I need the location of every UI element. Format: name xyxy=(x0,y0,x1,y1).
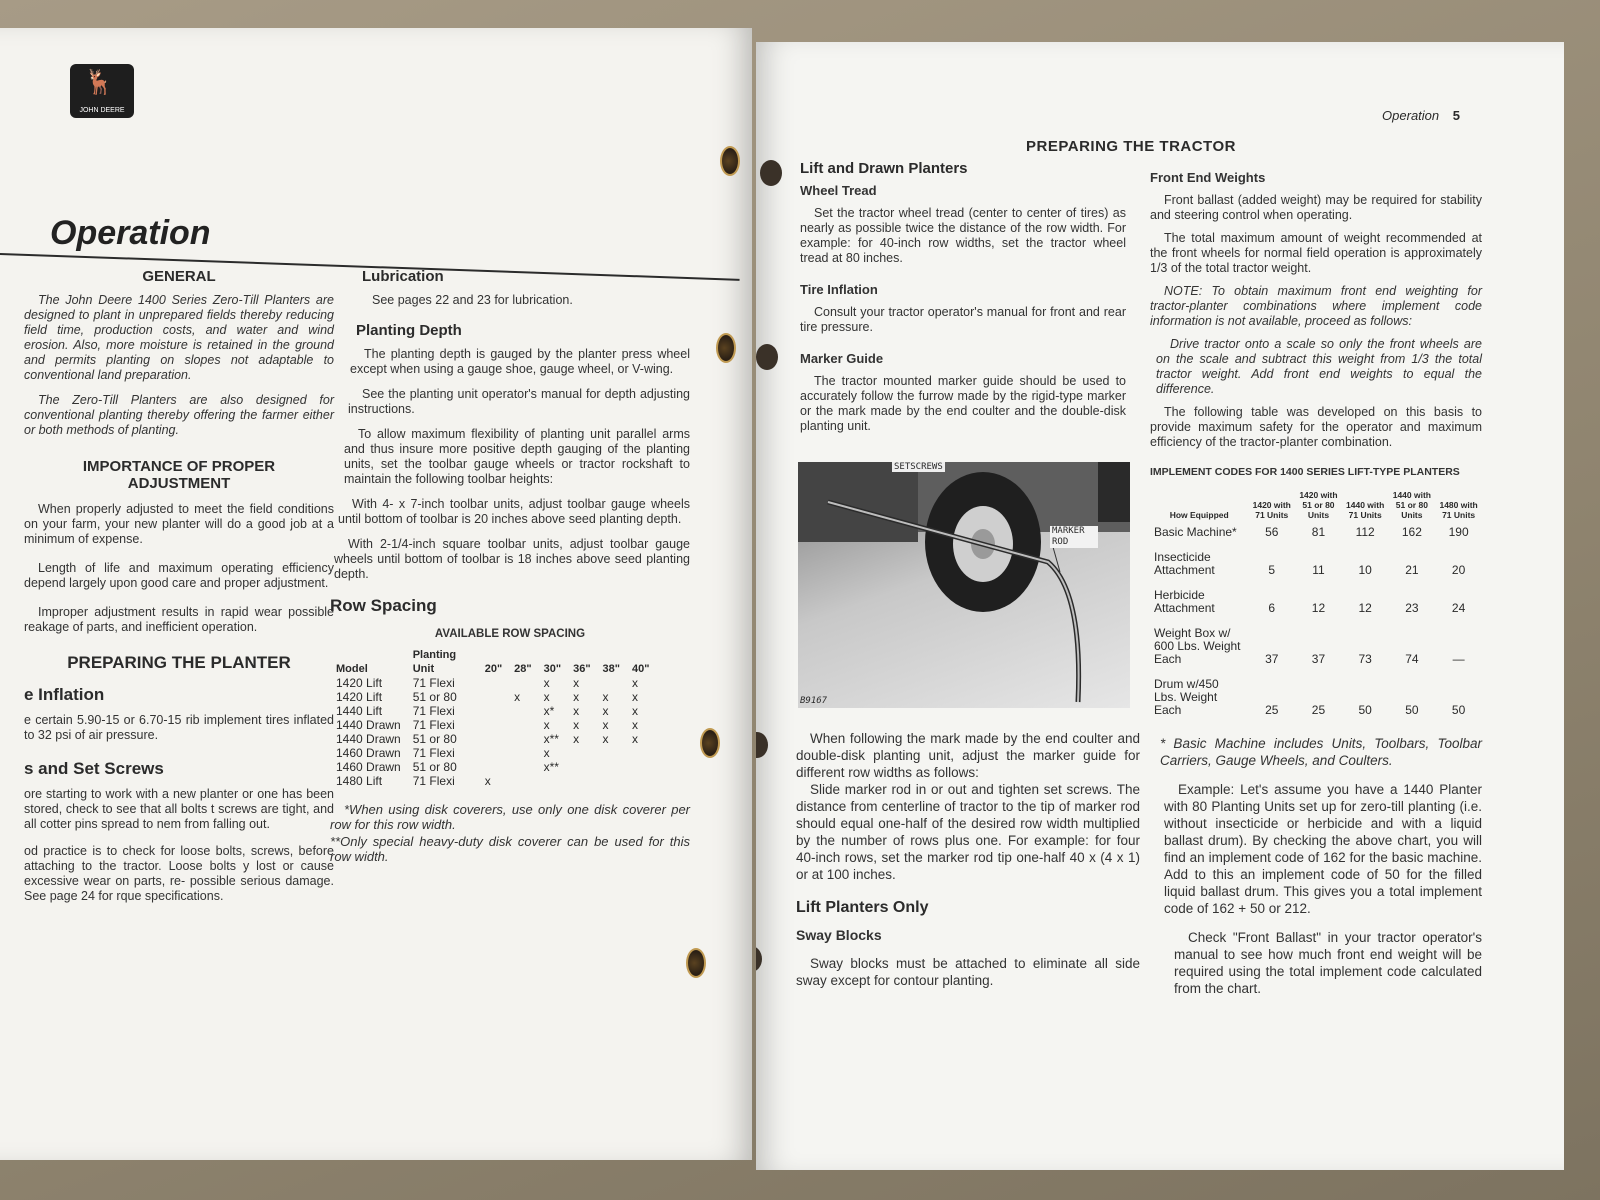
table-cell: — xyxy=(1452,652,1465,666)
front-end-paragraph-2: The total maximum amount of weight recommended at the front wheels for normal field operation is approximately 1/3 of the total tractor weight. xyxy=(1150,231,1482,275)
marker-guide-figure xyxy=(798,462,1130,708)
column-header: 40" xyxy=(631,663,650,675)
table-cell: 1460 Drawn xyxy=(336,746,401,760)
figure-code: B9167 xyxy=(800,696,828,706)
table-cell: x** xyxy=(543,760,559,774)
table-cell: 50 xyxy=(1405,703,1419,717)
tractor-wheel-illustration xyxy=(798,462,1130,708)
wheel-tread-text: Set the tractor wheel tread (center to center of tires) as nearly as possible twice the distance of the row width. For example: for 40-inch row widths, set the tractor wheel tread at 80 inches. xyxy=(800,206,1126,265)
binder-hole xyxy=(756,344,778,370)
table-cell: x xyxy=(602,704,609,718)
tire-inflation-text-right: Consult your tractor operator's manual for front and rear tire pressure. xyxy=(800,305,1126,334)
marker-following-paragraph-2: Slide marker rod in or out and tighten set screws. The distance from centerline of tractor to the tip of marker rod should equal one-half of the desired row width multiplied by the number of rows plus one. For example: for four 40-inch rows, set the marker rod tip one-half 40 x (4 x 1) or at 100 inches. xyxy=(796,782,1140,882)
planting-depth-paragraph-5: With 2-1/4-inch square toolbar units, adjust toolbar gauge wheels until bottom of toolbar is 18 inches above seed planting depth. xyxy=(334,537,690,581)
page-number: 5 xyxy=(1452,108,1460,123)
column-header: 20" xyxy=(484,663,503,675)
planting-depth-paragraph-3: To allow maximum flexibility of planting unit parallel arms and thus insure more positive depth gauging of the planting units, set the toolbar gauge wheels or tractor rockshaft to maintain the following toolbar heights: xyxy=(344,427,690,486)
table-cell: x xyxy=(573,676,580,690)
table-cell: 10 xyxy=(1358,563,1372,577)
table-cell: 74 xyxy=(1405,652,1419,666)
importance-paragraph-2: Length of life and maximum operating efficiency depend largely upon good care and proper adjustment. xyxy=(24,561,334,590)
table-cell: x xyxy=(631,732,638,746)
table-cell xyxy=(597,676,626,690)
table-cell xyxy=(479,760,508,774)
table-row xyxy=(1150,672,1482,723)
table-cell xyxy=(508,676,537,690)
importance-heading: IMPORTANCE OF PROPER ADJUSTMENT xyxy=(82,458,276,492)
table-cell: Herbicide Attachment xyxy=(1154,588,1215,615)
row-spacing-table xyxy=(330,648,655,788)
table-cell: x xyxy=(631,690,638,704)
table-cell: x xyxy=(573,732,580,746)
table-cell xyxy=(479,676,508,690)
column-header: 1440 with 71 Units xyxy=(1346,500,1385,520)
table-cell xyxy=(567,746,596,760)
table-cell: x xyxy=(543,676,550,690)
binder-hole xyxy=(716,333,736,363)
table-cell: 51 or 80 xyxy=(412,732,457,746)
implement-codes-example: Example: Let's assume you have a 1440 Planter with 80 Planting Units set up for zero-till planting (i.e. without insecticide or herbicide and with a liquid ballast drum). By checking the above chart, you will find an implement code of 162 for the basic machine. Add to this an implement code of 50 for the filled liquid ballast drum. This gives you a total implement code of 162 + 50 or 212. xyxy=(1164,782,1482,916)
tire-inflation-heading: e Inflation xyxy=(24,685,105,704)
figure-label-setscrews: SETSCREWS xyxy=(894,462,943,472)
table-cell xyxy=(479,718,508,732)
general-paragraph-2: The Zero-Till Planters are also designed for conventional planting thereby offering the farmer either or both methods of planting. xyxy=(24,393,334,437)
planting-depth-paragraph-4: With 4- x 7-inch toolbar units, adjust toolbar gauge wheels until bottom of toolbar is 20 inches above seed planting depth. xyxy=(338,497,690,526)
row-spacing-table-body xyxy=(330,676,655,788)
table-cell: x* xyxy=(543,704,555,718)
right-column-2 xyxy=(1150,170,1482,997)
table-cell: 37 xyxy=(1265,652,1279,666)
john-deere-logo xyxy=(70,64,134,118)
column-header: 1420 with 71 Units xyxy=(1252,500,1291,520)
table-row xyxy=(330,690,655,704)
table-cell xyxy=(626,746,655,760)
table-row xyxy=(1150,520,1482,545)
running-header xyxy=(1382,108,1460,123)
table-cell: 73 xyxy=(1358,652,1372,666)
implement-codes-table xyxy=(1150,490,1482,723)
front-end-paragraph-5: The following table was developed on this basis to provide maximum safety for the operator and maximum efficiency of the tractor-planter combination. xyxy=(1150,405,1482,449)
table-cell: 112 xyxy=(1355,525,1375,539)
table-cell: 21 xyxy=(1405,563,1419,577)
planting-depth-heading: Planting Depth xyxy=(356,322,462,339)
table-cell xyxy=(626,774,655,788)
binder-hole xyxy=(760,160,782,186)
column-header: 1480 with 71 Units xyxy=(1439,500,1478,520)
importance-paragraph-3: Improper adjustment results in rapid wear possible reakage of parts, and inefficient operation. xyxy=(24,605,334,634)
table-cell: 25 xyxy=(1311,703,1326,717)
table-cell: 50 xyxy=(1451,703,1466,717)
binder-hole xyxy=(720,146,740,176)
left-page xyxy=(0,28,752,1160)
lift-planters-only-heading: Lift Planters Only xyxy=(796,899,929,916)
front-end-paragraph-4: Drive tractor onto a scale so only the front wheels are on the scale and subtract this weight from 1/3 the total tractor weight. Add front end weights to equal the difference. xyxy=(1156,337,1482,396)
table-cell: x xyxy=(631,704,638,718)
marker-following-section xyxy=(796,730,1140,989)
bolts-paragraph-1: ore starting to work with a new planter or one has been stored, check to see that all bolts t screws are tight, and all cotter pins spread to nem from falling out. xyxy=(24,787,334,831)
table-cell: 24 xyxy=(1451,601,1466,615)
table-cell: x xyxy=(543,718,550,732)
table-cell xyxy=(479,746,508,760)
table-cell xyxy=(597,746,626,760)
preparing-tractor-heading: PREPARING THE TRACTOR xyxy=(1026,138,1236,155)
lubrication-text: See pages 22 and 23 for lubrication. xyxy=(372,293,573,307)
planting-depth-paragraph-1: The planting depth is gauged by the planter press wheel except when using a gauge shoe, gauge wheel, or V-wing. xyxy=(350,347,690,376)
column-header: Model xyxy=(336,663,368,675)
table-cell: 12 xyxy=(1358,601,1372,615)
lift-drawn-heading: Lift and Drawn Planters xyxy=(800,160,968,177)
table-cell: x xyxy=(602,718,609,732)
binder-hole xyxy=(700,728,720,758)
table-cell: 71 Flexi xyxy=(412,774,455,788)
table-cell: 37 xyxy=(1311,652,1326,666)
right-column-1 xyxy=(800,160,1126,434)
row-spacing-header-row xyxy=(330,648,655,676)
table-row xyxy=(1150,621,1482,672)
tire-inflation-heading-right: Tire Inflation xyxy=(800,282,878,297)
table-cell xyxy=(626,760,655,774)
table-row xyxy=(1150,583,1482,621)
table-cell: 1420 Lift xyxy=(336,690,383,704)
table-row xyxy=(330,746,655,760)
table-cell: Drum w/450 Lbs. Weight Each xyxy=(1154,677,1219,717)
table-cell xyxy=(508,760,537,774)
left-column-1 xyxy=(24,268,334,904)
right-page xyxy=(756,42,1564,1170)
table-cell: x xyxy=(543,690,550,704)
general-heading: GENERAL xyxy=(142,268,216,285)
table-cell: 1440 Drawn xyxy=(336,718,401,732)
figure-label-marker-rod: MARKER ROD xyxy=(1050,526,1098,548)
table-cell: 6 xyxy=(1268,601,1276,615)
table-cell: 71 Flexi xyxy=(412,746,455,760)
table-cell: 50 xyxy=(1358,703,1372,717)
table-cell: 20 xyxy=(1451,563,1466,577)
table-cell: x xyxy=(631,718,638,732)
binder-hole xyxy=(756,946,762,972)
table-cell: x xyxy=(631,676,638,690)
table-cell: Insecticide Attachment xyxy=(1154,550,1215,577)
table-cell: 25 xyxy=(1265,703,1279,717)
table-cell xyxy=(479,732,508,746)
lubrication-heading: Lubrication xyxy=(362,268,444,285)
table-cell: 162 xyxy=(1401,525,1422,539)
importance-paragraph-1: When properly adjusted to meet the field conditions on your farm, your new planter will do a good job at a minimum of expense. xyxy=(24,502,334,546)
table-cell: 51 or 80 xyxy=(412,690,457,704)
table-row xyxy=(330,774,655,788)
table-cell: 1460 Drawn xyxy=(336,760,401,774)
preparing-planter-heading: PREPARING THE PLANTER xyxy=(67,653,291,672)
table-cell: x xyxy=(484,774,491,788)
row-spacing-table-title: AVAILABLE ROW SPACING xyxy=(434,628,586,640)
table-cell: 1440 Lift xyxy=(336,704,383,718)
table-cell: x xyxy=(602,732,609,746)
table-cell: 56 xyxy=(1265,525,1279,539)
table-row xyxy=(1150,545,1482,583)
implement-codes-title: IMPLEMENT CODES FOR 1400 SERIES LIFT-TYPE PLANTERS xyxy=(1150,466,1460,478)
binder-hole xyxy=(756,732,768,758)
table-row xyxy=(330,704,655,718)
table-cell: 1480 Lift xyxy=(336,774,383,788)
table-cell xyxy=(597,774,626,788)
sway-blocks-heading: Sway Blocks xyxy=(796,927,882,943)
front-end-weights-heading: Front End Weights xyxy=(1150,170,1266,185)
implement-codes-footnote: * Basic Machine includes Units, Toolbars, Toolbar Carriers, Gauge Wheels, and Coulters. xyxy=(1160,736,1482,768)
row-spacing-note-1: *When using disk coverers, use only one disk coverer per row for this row width. xyxy=(330,802,690,832)
binder-hole xyxy=(686,948,706,978)
table-cell: 5 xyxy=(1268,563,1276,577)
table-cell xyxy=(567,774,596,788)
logo-text: JOHN DEERE xyxy=(79,107,125,114)
table-cell: x xyxy=(573,718,580,732)
bolts-heading: s and Set Screws xyxy=(24,759,164,778)
column-header: 1420 with 51 or 80 Units xyxy=(1299,490,1338,520)
table-cell: 1420 Lift xyxy=(336,676,383,690)
column-header: 36" xyxy=(573,663,591,675)
table-cell xyxy=(508,732,537,746)
row-spacing-note-2: **Only special heavy-duty disk coverer can be used for this row width. xyxy=(330,834,690,864)
column-header: How Equipped xyxy=(1169,510,1229,520)
table-row xyxy=(330,760,655,774)
table-row xyxy=(330,718,655,732)
page-title: Operation xyxy=(50,214,211,252)
table-cell xyxy=(567,760,596,774)
table-cell xyxy=(479,704,508,718)
front-end-note: NOTE: To obtain maximum front end weighting for tractor-planter combinations where implement code information is not available, proceed as follows: xyxy=(1150,284,1482,328)
implement-codes-header-row xyxy=(1150,490,1482,520)
bolts-paragraph-2: od practice is to check for loose bolts, screws, before attaching to the tractor. Loose bolts y lost or cause excessive wear on parts, re- possible serious damage. See page 24 for rque specifications. xyxy=(24,844,334,903)
table-cell: 23 xyxy=(1405,601,1419,615)
table-cell: 1440 Drawn xyxy=(336,732,401,746)
table-cell: x** xyxy=(543,732,559,746)
row-spacing-heading: Row Spacing xyxy=(330,596,437,615)
table-cell: 81 xyxy=(1311,525,1326,539)
table-cell: 11 xyxy=(1312,563,1325,577)
column-header: 30" xyxy=(543,663,562,675)
table-cell: Basic Machine* xyxy=(1154,525,1237,539)
marker-following-paragraph-1: When following the mark made by the end coulter and double-disk planting unit, adjust the marker guide for different row widths as follows: xyxy=(796,731,1140,780)
table-cell: x xyxy=(543,746,550,760)
table-cell xyxy=(597,760,626,774)
table-cell xyxy=(538,774,567,788)
marker-guide-text: The tractor mounted marker guide should be used to accurately follow the furrow made by the rigid-type marker or the mark made by the end coulter and the double-disk planting unit. xyxy=(800,374,1126,433)
column-header: 28" xyxy=(514,663,532,675)
table-cell xyxy=(508,774,537,788)
front-end-paragraph-1: Front ballast (added weight) may be required for stability and steering control when operating. xyxy=(1150,193,1482,222)
table-row xyxy=(330,676,655,690)
table-cell xyxy=(508,746,537,760)
deer-icon: 🦌 xyxy=(84,69,114,96)
table-cell xyxy=(508,718,537,732)
running-header-section: Operation xyxy=(1382,108,1440,123)
table-cell xyxy=(479,690,508,704)
implement-codes-table-body xyxy=(1150,520,1482,723)
implement-codes-check: Check "Front Ballast" in your tractor operator's manual to see how much front end weight will be required using the total implement code calculated from the chart. xyxy=(1174,930,1482,996)
table-cell: x xyxy=(514,690,521,704)
left-column-2 xyxy=(330,268,690,864)
table-cell: x xyxy=(602,690,609,704)
table-cell: 71 Flexi xyxy=(412,676,455,690)
column-header: Planting Unit xyxy=(412,649,457,675)
table-cell: x xyxy=(573,690,580,704)
wheel-tread-heading: Wheel Tread xyxy=(800,183,877,198)
table-cell: Weight Box w/ 600 Lbs. Weight Each xyxy=(1154,626,1241,666)
column-header: 1440 with 51 or 80 Units xyxy=(1392,490,1431,520)
table-cell: 71 Flexi xyxy=(412,704,455,718)
general-paragraph-1: The John Deere 1400 Series Zero-Till Planters are designed to plant in unprepared fields thereby reducing field time, production costs, and water and wind erosion. Also, more moisture is retained in the ground and permits planting on slopes not adaptable to conventional land preparation. xyxy=(24,293,334,382)
table-cell: 190 xyxy=(1448,525,1469,539)
table-cell: 51 or 80 xyxy=(412,760,457,774)
marker-guide-heading: Marker Guide xyxy=(800,351,884,366)
sway-blocks-text: Sway blocks must be attached to eliminate all side sway except for contour planting. xyxy=(796,956,1140,988)
planting-depth-paragraph-2: See the planting unit operator's manual for depth adjusting instructions. xyxy=(348,387,690,416)
column-header: 38" xyxy=(602,663,620,675)
table-row xyxy=(330,732,655,746)
table-cell: 71 Flexi xyxy=(412,718,455,732)
table-cell: x xyxy=(573,704,580,718)
table-cell xyxy=(508,704,537,718)
tire-inflation-text: e certain 5.90-15 or 6.70-15 rib implement tires inflated to 32 psi of air pressure. xyxy=(24,713,334,742)
table-cell: 12 xyxy=(1311,601,1326,615)
